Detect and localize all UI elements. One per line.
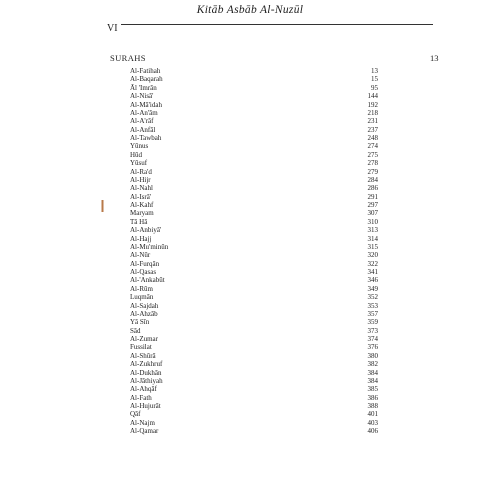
- toc-entry-page: 314: [367, 234, 378, 243]
- toc-entry-title: Al-An'ām: [130, 108, 158, 117]
- toc-entry-title: Al-Fatihah: [130, 67, 161, 75]
- toc-entry-title: Al-Shūrā: [130, 351, 156, 360]
- toc-entry: [0, 117, 500, 125]
- toc-entry: [0, 176, 500, 184]
- toc-entry-title: Al-Isrā': [130, 192, 152, 201]
- toc-entry: [0, 109, 500, 117]
- toc-entry-title: Al-Furqān: [130, 259, 160, 268]
- toc-entry-page: 297: [367, 201, 378, 209]
- toc-entry: [0, 226, 500, 234]
- toc-entry-title: Luqmān: [130, 293, 154, 302]
- toc-entry: [0, 151, 500, 159]
- toc-entry-title: Yūsuf: [130, 159, 148, 168]
- toc-entry: [0, 92, 500, 100]
- toc-entry: [0, 243, 500, 251]
- page-number: VI: [107, 23, 118, 34]
- toc-entry-title: Al-Najm: [130, 418, 155, 427]
- header-rule: [121, 24, 433, 25]
- toc-entry-page: 376: [367, 343, 378, 352]
- toc-entry-title: Al-Mā'idah: [130, 100, 162, 109]
- toc-entry-page: 406: [367, 427, 378, 436]
- toc-entry: [0, 193, 500, 201]
- toc-entry: [0, 335, 500, 343]
- toc-entry-page: 307: [367, 209, 378, 218]
- toc-entry-title: Yūnus: [130, 142, 149, 151]
- toc-entry-page: 385: [367, 385, 378, 394]
- toc-entry-page: 382: [367, 360, 378, 369]
- toc-entry-title: Tā Hā: [130, 217, 148, 226]
- toc-entry-title: Al-Anbiyā': [130, 226, 162, 235]
- toc-entry-page: 218: [367, 108, 378, 117]
- toc-entry-title: Al-Qamar: [130, 427, 159, 436]
- toc-entry: [0, 285, 500, 293]
- toc-entry: [0, 427, 500, 435]
- toc-entry: [0, 134, 500, 142]
- toc-entry: [0, 276, 500, 284]
- toc-entry: [0, 75, 500, 83]
- toc-entry: [0, 201, 500, 209]
- toc-entry-page: 310: [367, 217, 378, 226]
- toc-entry-title: Al-Zumar: [130, 335, 158, 343]
- toc-entry: [0, 327, 500, 335]
- toc-entry-page: 353: [367, 301, 378, 310]
- toc-entry-page: 274: [367, 142, 378, 151]
- toc-entry-page: 15: [371, 75, 378, 84]
- toc-entry: [0, 218, 500, 226]
- toc-entry-title: Al-Jāthiyah: [130, 376, 163, 385]
- toc-entry-title: Al-Rūm: [130, 284, 153, 293]
- toc-entry-page: 13: [371, 67, 378, 75]
- toc-entry-page: 374: [367, 335, 378, 343]
- toc-entry-title: Al-A'rāf: [130, 117, 154, 126]
- toc-entry: [0, 310, 500, 318]
- toc-entry-title: Al-Kahf: [130, 201, 154, 209]
- toc-entry: [0, 251, 500, 259]
- toc-entry: [0, 302, 500, 310]
- toc-entry-page: 284: [367, 175, 378, 184]
- running-head: Kitāb Asbāb Al-Nuzūl: [196, 4, 304, 16]
- toc-entry-page: 192: [367, 100, 378, 109]
- toc-entry-page: 388: [367, 402, 378, 410]
- toc-entry: [0, 360, 500, 368]
- toc-entry-page: 403: [367, 418, 378, 427]
- toc-entry-title: Al-Ahqāf: [130, 385, 157, 394]
- toc-entry: [0, 293, 500, 301]
- toc-entry-title: Al-Ahzāb: [130, 309, 158, 318]
- toc-entry: [0, 402, 500, 410]
- table-of-contents: [0, 67, 500, 436]
- toc-entry-title: Qāf: [130, 410, 141, 419]
- toc-entry-title: Al-Anfāl: [130, 125, 156, 134]
- section-page-number: 13: [430, 53, 439, 63]
- toc-entry-title: Al-Nisā': [130, 92, 154, 101]
- toc-entry-page: 278: [367, 159, 378, 168]
- toc-entry-title: Yā Sīn: [130, 318, 150, 327]
- toc-entry: [0, 377, 500, 385]
- toc-entry-page: 341: [367, 268, 378, 276]
- toc-entry-page: 352: [367, 293, 378, 302]
- toc-entry: [0, 385, 500, 393]
- toc-entry-page: 313: [367, 226, 378, 235]
- toc-entry: [0, 142, 500, 150]
- toc-entry-page: 373: [367, 326, 378, 335]
- toc-entry-title: Al-Qasas: [130, 268, 157, 276]
- toc-entry-page: 320: [367, 251, 378, 260]
- toc-entry-title: Al-Nūr: [130, 251, 151, 260]
- section-title: SURAHS: [110, 53, 146, 63]
- toc-entry-page: 357: [367, 309, 378, 318]
- toc-entry: [0, 168, 500, 176]
- toc-entry-page: 380: [367, 351, 378, 360]
- toc-entry-page: 275: [367, 150, 378, 159]
- toc-entry: [0, 184, 500, 192]
- toc-entry-title: Al-Hajj: [130, 234, 152, 243]
- toc-entry-page: 248: [367, 134, 378, 142]
- toc-entry-title: Al-Nahl: [130, 184, 153, 193]
- toc-entry-page: 144: [367, 92, 378, 101]
- toc-entry-page: 315: [367, 242, 378, 251]
- toc-entry: [0, 235, 500, 243]
- toc-entry-title: Maryam: [130, 209, 154, 218]
- toc-entry: [0, 84, 500, 92]
- toc-entry-title: Fussilat: [130, 343, 152, 352]
- toc-entry: [0, 67, 500, 75]
- toc-entry: [0, 209, 500, 217]
- toc-entry: [0, 126, 500, 134]
- toc-entry: [0, 159, 500, 167]
- toc-entry-page: 384: [367, 376, 378, 385]
- toc-entry-title: Al-Sajdah: [130, 301, 159, 310]
- toc-entry-title: Al-Baqarah: [130, 75, 163, 84]
- toc-entry-title: Al-Ra'd: [130, 167, 152, 176]
- toc-entry-page: 237: [367, 125, 378, 134]
- toc-entry-title: Al-Hijr: [130, 175, 151, 184]
- toc-entry-title: Al-Fath: [130, 393, 152, 402]
- toc-entry-page: 279: [367, 167, 378, 176]
- toc-entry-page: 349: [367, 284, 378, 293]
- toc-entry-page: 322: [367, 259, 378, 268]
- toc-entry: [0, 318, 500, 326]
- toc-entry: [0, 410, 500, 418]
- toc-entry: [0, 352, 500, 360]
- toc-entry-title: Hūd: [130, 150, 143, 159]
- toc-entry-title: Al-Mu'minūn: [130, 242, 169, 251]
- toc-entry-page: 401: [367, 410, 378, 419]
- toc-entry: [0, 369, 500, 377]
- toc-entry-page: 359: [367, 318, 378, 327]
- toc-entry-title: Al-Zukhruf: [130, 360, 163, 369]
- toc-entry: [0, 394, 500, 402]
- toc-entry-page: 386: [367, 393, 378, 402]
- toc-entry-page: 384: [367, 368, 378, 377]
- toc-entry: [0, 101, 500, 109]
- toc-entry-title: Sād: [130, 326, 141, 335]
- toc-entry-title: Al-Hujurāt: [130, 402, 161, 410]
- toc-entry-title: Āl 'Imrān: [130, 83, 157, 92]
- toc-entry-title: Al-'Ankabūt: [130, 276, 165, 285]
- toc-entry: [0, 268, 500, 276]
- toc-entry-page: 95: [371, 83, 378, 92]
- toc-entry-page: 346: [367, 276, 378, 285]
- toc-entry: [0, 419, 500, 427]
- toc-entry-title: Al-Dukhān: [130, 368, 162, 377]
- toc-entry-page: 286: [367, 184, 378, 193]
- toc-entry-page: 291: [367, 192, 378, 201]
- toc-entry: [0, 343, 500, 351]
- toc-entry: [0, 260, 500, 268]
- toc-entry-page: 231: [367, 117, 378, 126]
- toc-entry-title: Al-Tawbah: [130, 134, 162, 142]
